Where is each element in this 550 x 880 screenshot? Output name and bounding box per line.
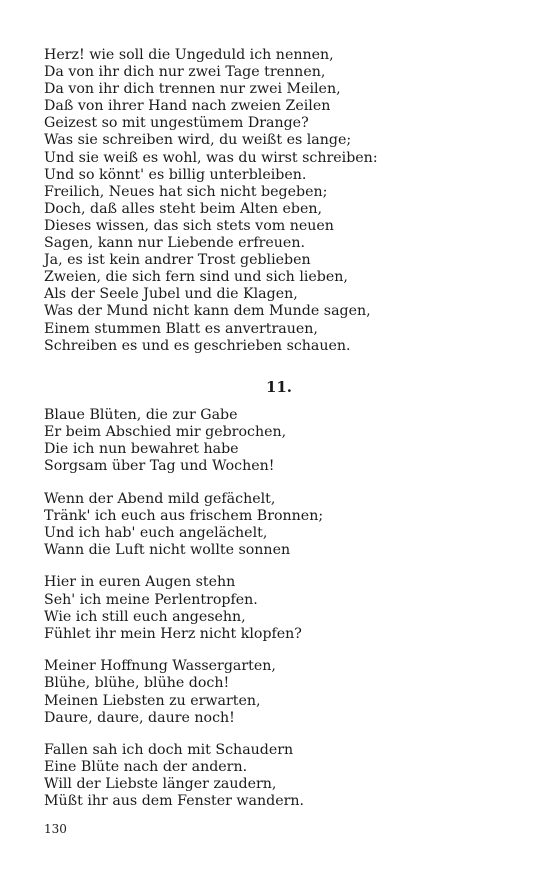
verse-line: Da von ihr dich nur zwei Tage trennen, — [44, 64, 326, 81]
verse-line: Blühe, blühe, blühe doch! — [44, 675, 230, 692]
verse-line: Daß von ihrer Hand nach zweien Zeilen — [44, 98, 331, 115]
poem-number-heading: 11. — [265, 377, 293, 396]
verse-line: Was sie schreiben wird, du weißt es lange; — [44, 132, 352, 149]
stanza-1 — [44, 407, 514, 475]
verse-line: Fühlet ihr mein Herz nicht klopfen? — [44, 625, 302, 642]
verse-line: Freilich, Neues hat sich nicht begeben; — [44, 183, 328, 200]
verse-line: Sagen, kann nur Liebende erfreuen. — [44, 235, 305, 252]
verse-line: Meiner Hoffnung Wassergarten, — [44, 658, 276, 675]
stanza-2 — [44, 491, 514, 559]
verse-line: Will der Liebste länger zaudern, — [44, 776, 277, 793]
verse-line: Tränk' ich euch aus frischem Bronnen; — [44, 507, 324, 524]
page-number: 130 — [44, 822, 67, 836]
stanza-4 — [44, 658, 514, 726]
verse-line: Einem stummen Blatt es anvertrauen, — [44, 320, 318, 337]
verse-line: Seh' ich meine Perlentropfen. — [44, 591, 258, 608]
previous-poem-ending — [44, 47, 514, 355]
verse-line: Als der Seele Jubel und die Klagen, — [44, 286, 298, 303]
verse-line: Müßt ihr aus dem Fenster wandern. — [44, 793, 305, 810]
verse-line: Was der Mund nicht kann dem Munde sagen, — [44, 303, 371, 320]
stanza-3 — [44, 574, 514, 642]
verse-line: Er beim Abschied mir gebrochen, — [44, 423, 287, 440]
verse-line: Da von ihr dich trennen nur zwei Meilen, — [44, 81, 341, 98]
verse-line: Meinen Liebsten zu erwarten, — [44, 692, 261, 709]
verse-line: Wie ich still euch angesehn, — [44, 608, 246, 625]
verse-line: Und so könnt' es billig unterbleiben. — [44, 166, 307, 183]
verse-line: Herz! wie soll die Ungeduld ich nennen, — [44, 47, 334, 63]
verse-line: Fallen sah ich doch mit Schaudern — [44, 742, 294, 759]
verse-line: Dieses wissen, das sich stets vom neuen — [44, 217, 334, 234]
verse-line: Zweien, die sich fern sind und sich lieben, — [44, 269, 348, 286]
verse-line: Wann die Luft nicht wollte sonnen — [44, 541, 291, 558]
verse-line: Doch, daß alles steht beim Alten eben, — [44, 200, 323, 217]
verse-line: Daure, daure, daure noch! — [44, 709, 235, 726]
verse-line: Eine Blüte nach der andern. — [44, 759, 248, 776]
verse-line: Die ich nun bewahret habe — [44, 440, 239, 457]
verse-line: Sorgsam über Tag und Wochen! — [44, 457, 275, 474]
verse-line: Wenn der Abend mild gefächelt, — [44, 490, 276, 507]
stanza-5 — [44, 742, 514, 810]
verse-line: Blaue Blüten, die zur Gabe — [44, 406, 238, 423]
page-body — [44, 47, 514, 826]
verse-line: Und sie weiß es wohl, was du wirst schreiben: — [44, 149, 378, 166]
verse-line: Geizest so mit ungestümem Drange? — [44, 115, 309, 132]
verse-line: Und ich hab' euch angelächelt, — [44, 524, 268, 541]
verse-line: Ja, es ist kein andrer Trost geblieben — [44, 252, 311, 269]
verse-line: Hier in euren Augen stehn — [44, 574, 236, 591]
verse-line: Schreiben es und es geschrieben schauen. — [44, 337, 351, 354]
